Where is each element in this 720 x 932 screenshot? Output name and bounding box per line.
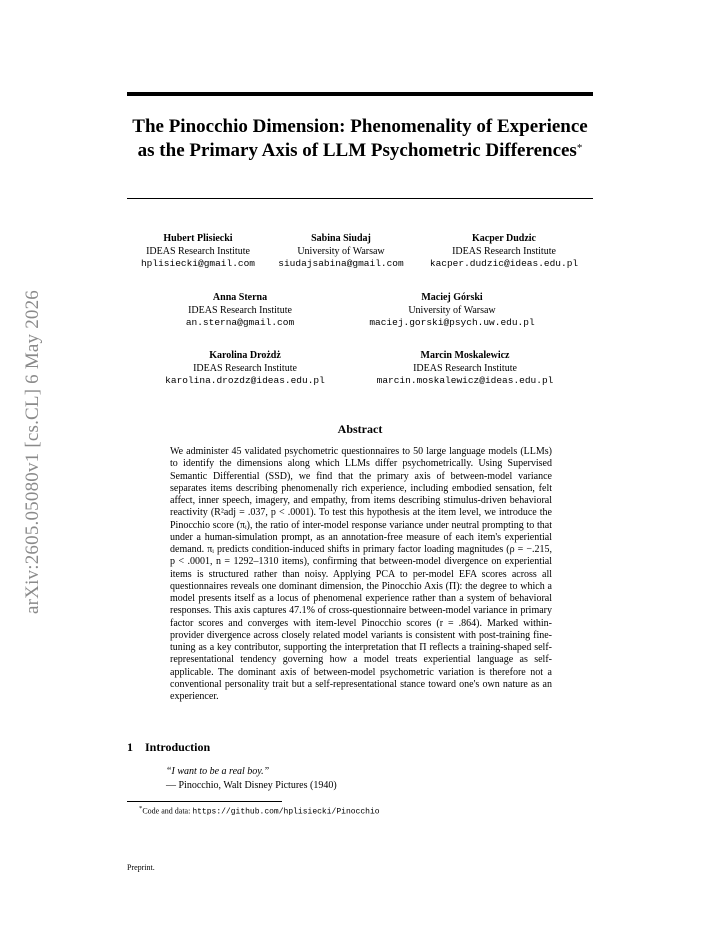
author-block [150, 350, 340, 388]
footnote-mark: * [139, 805, 143, 812]
epigraph-source: — Pinocchio, Walt Disney Pictures (1940) [166, 780, 337, 791]
paper-title-text: The Pinocchio Dimension: Phenomenality of Experience as the Primary Axis of LLM Psychometric Differences [132, 116, 588, 161]
author-name: Karolina Drożdż [209, 350, 281, 361]
author-block [360, 350, 570, 388]
author-affiliation: University of Warsaw [408, 304, 496, 316]
author-email[interactable]: kacper.dudzic@ideas.edu.pl [429, 258, 579, 269]
author-name: Sabina Siudaj [311, 233, 371, 244]
author-affiliation: IDEAS Research Institute [413, 362, 517, 374]
author-affiliation: University of Warsaw [297, 245, 385, 257]
author-email[interactable]: maciej.gorski@psych.uw.edu.pl [369, 317, 535, 328]
abstract-heading: Abstract [337, 422, 383, 436]
title-bottom-rule [127, 198, 593, 199]
author-name: Marcin Moskalewicz [420, 350, 510, 361]
author-name: Kacper Dudzic [472, 233, 536, 244]
author-affiliation: IDEAS Research Institute [452, 245, 556, 257]
footnote-text: Code and data: [142, 806, 193, 816]
author-email[interactable]: marcin.moskalewicz@ideas.edu.pl [376, 375, 554, 386]
footnote [139, 805, 380, 817]
footnote-rule [127, 801, 282, 802]
epigraph-quote: “I want to be a real boy.” [166, 766, 270, 777]
author-name: Anna Sterna [212, 292, 268, 303]
author-block [127, 233, 269, 271]
footnote-link[interactable]: https://github.com/hplisiecki/Pinocchio [192, 807, 380, 817]
author-block [270, 233, 412, 271]
preprint-label: Preprint. [127, 863, 155, 872]
author-name: Maciej Górski [421, 292, 483, 303]
author-name: Hubert Plisiecki [163, 233, 233, 244]
title-footnote-mark: * [576, 141, 583, 154]
arxiv-side-stamp [18, 262, 48, 642]
section-heading [127, 740, 210, 755]
section-title: Introduction [145, 740, 211, 754]
author-email[interactable]: karolina.drozdz@ideas.edu.pl [165, 375, 325, 386]
author-block [352, 292, 552, 330]
section-number: 1 [127, 740, 133, 754]
author-affiliation: IDEAS Research Institute [146, 245, 250, 257]
author-block [160, 292, 320, 330]
author-affiliation: IDEAS Research Institute [188, 304, 292, 316]
author-email[interactable]: hplisiecki@gmail.com [140, 258, 256, 269]
author-email[interactable]: siudajsabina@gmail.com [278, 258, 404, 269]
abstract-text: We administer 45 validated psychometric questionnaires to 50 large language models (LLMs) to identify the dimensions along which LLMs differ psychometrically. Using Supervised Semantic Differential (SSD), we find that the primary axis of between-model variance separates items describing phenomenally rich experience, including embodied sensation, felt affect, inner speech, imagery, and empathy, from items describing stimulus-driven behavioral reactivity (R²adj = .037, p < .0001). To test this hypothesis at the item level, we introduce the Pinocchio score (πᵢ), the ratio of inter-model response variance under neutral prompting to that under a human-simulation prompt, as an annotation-free measure of each item's experiential demand. πᵢ predicts condition-induced shifts in primary factor loading magnitudes (ρ = −.215, p < .0001, n = 1292–1310 items), confirming that between-model divergence on experiential items is structured rather than noisy. Applying PCA to per-model EFA scores across all questionnaires reveals one dominant dimension, the Pinocchio Axis (Π): the degree to which a model presents itself as a locus of phenomenal experience rather than a system of behavioral responses. This axis captures 47.1% of cross-questionnaire between-model variance in primary factor scores and converges with item-level Pinocchio scores (r = .864). Marked within-provider divergence across closely related model variants is consistent with post-training fine-tuning as a key contributor, supporting the interpretation that Π reflects a training-shaped self-representational tendency governing how a model treats experiential language as self-applicable. The dominant axis of between-model psychometric variation is therefore not a conventional personality trait but a self-representational stance toward one's own nature as an experiencer. [170, 446, 552, 702]
author-block [418, 233, 590, 271]
author-affiliation: IDEAS Research Institute [193, 362, 297, 374]
arxiv-identifier: arXiv:2605.05080v1 [cs.CL] 6 May 2026 [22, 289, 43, 615]
paper-title [127, 115, 593, 162]
title-top-rule [127, 92, 593, 96]
author-email[interactable]: an.sterna@gmail.com [185, 317, 295, 328]
